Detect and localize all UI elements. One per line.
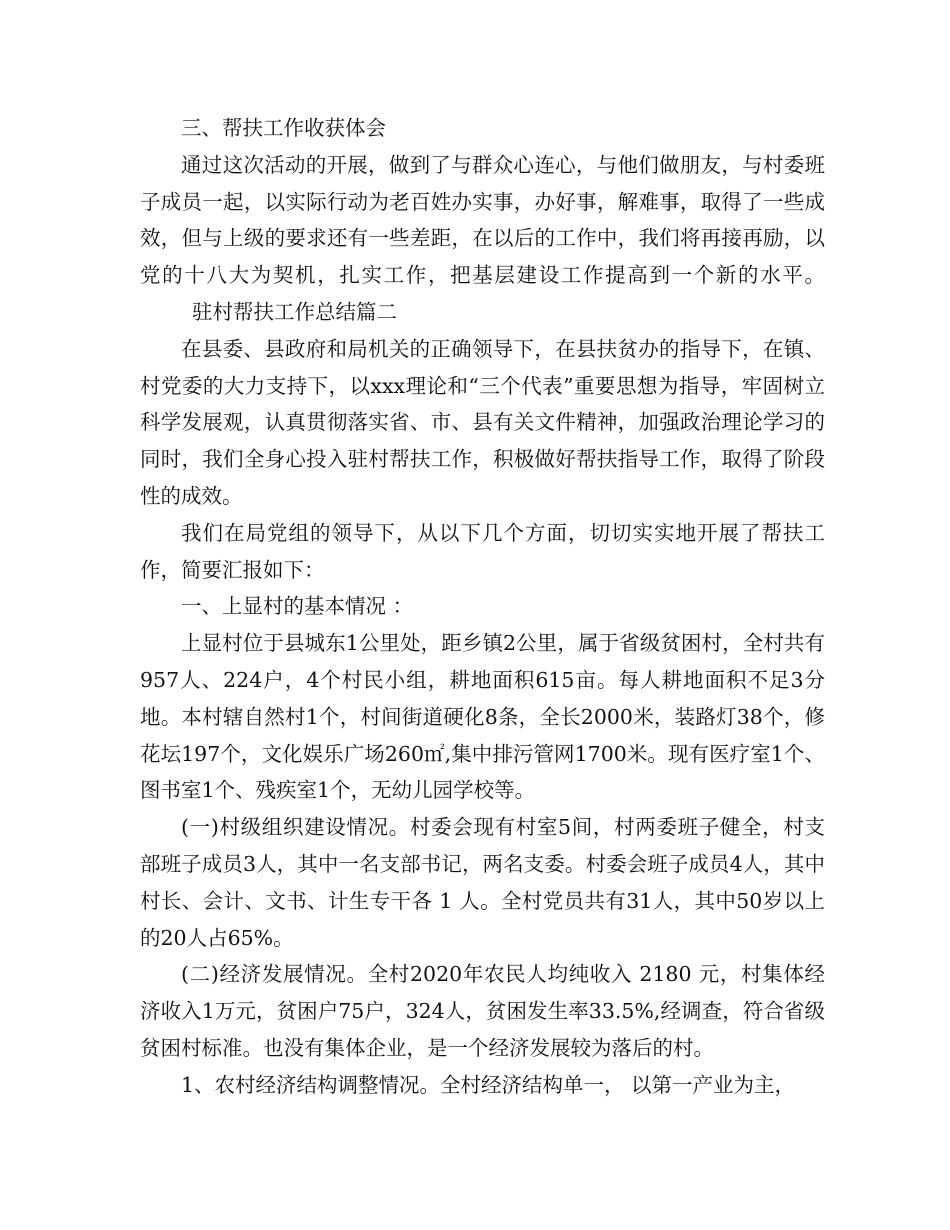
body-paragraph: 1、农村经济结构调整情况。全村经济结构单一， 以第一产业为主， bbox=[181, 1072, 796, 1097]
section-heading-paragraph: 三、帮扶工作收获体会 bbox=[181, 116, 386, 140]
body-paragraph: 上显村位于县城东1公里处，距乡镇2公里，属于省级贫困村，全村共有957人、224户，4个村民小组，耕地面积615亩。每人耕地面积不足3分地。本村辖自然村1个，村间街道硬化8条，全长2000米，装路灯38个，修花坛197个，文化娱乐广场260㎡,集中排污管网1700米。现有医疗室1个、图书室1个、残疾室1个，无幼儿园学校等。 bbox=[140, 631, 825, 803]
body-paragraph: (二)经济发展情况。全村2020年农民人均纯收入 2180 元，村集体经济收入1万元，贫困户75户，324人，贫困发生率33.5%,经调查，符合省级贫困村标准。也没有集体企业，是一个经济发展较为落后的村。 bbox=[140, 962, 825, 1060]
subsection-heading: 一、上显村的基本情况 ： bbox=[181, 594, 414, 619]
body-paragraph bbox=[140, 147, 825, 331]
body-paragraph: 我们在局党组的领导下，从以下几个方面，切切实实地开展了帮扶工作，简要汇报如下： bbox=[140, 520, 825, 582]
body-paragraph: 在县委、县政府和局机关的正确领导下，在县扶贫办的指导下，在镇、村党委的大力支持下，以xxx理论和“三个代表”重要思想为指导，牢固树立科学发展观，认真贯彻落实省、市、县有关文件精神，加强政治理论学习的同时，我们全身心投入驻村帮扶工作，积极做好帮扶指导工作，取得了阶段性的成效。 bbox=[140, 336, 825, 508]
document-body bbox=[140, 110, 825, 1104]
body-paragraph: (一)村级组织建设情况。村委会现有村室5间，村两委班子健全，村支部班子成员3人，其中一名支部书记，两名支委。村委会班子成员4人，其中村长、会计、文书、计生专干各 1 人。全村党员共有31人，其中50岁以上的20人占65%。 bbox=[140, 815, 825, 950]
paragraph-text: 通过这次活动的开展，做到了与群众心连心，与他们做朋友，与村委班子成员一起，以实际行动为老百姓办实事，办好事，解难事，取得了一些成效，但与上级的要求还有一些差距，在以后的工作中，我们将再接再励，以党的十八大为契机，扎实工作，把基层建设工作提高到一个新的水平。 bbox=[140, 152, 825, 288]
section-title: 驻村帮扶工作总结篇二 bbox=[192, 299, 397, 324]
